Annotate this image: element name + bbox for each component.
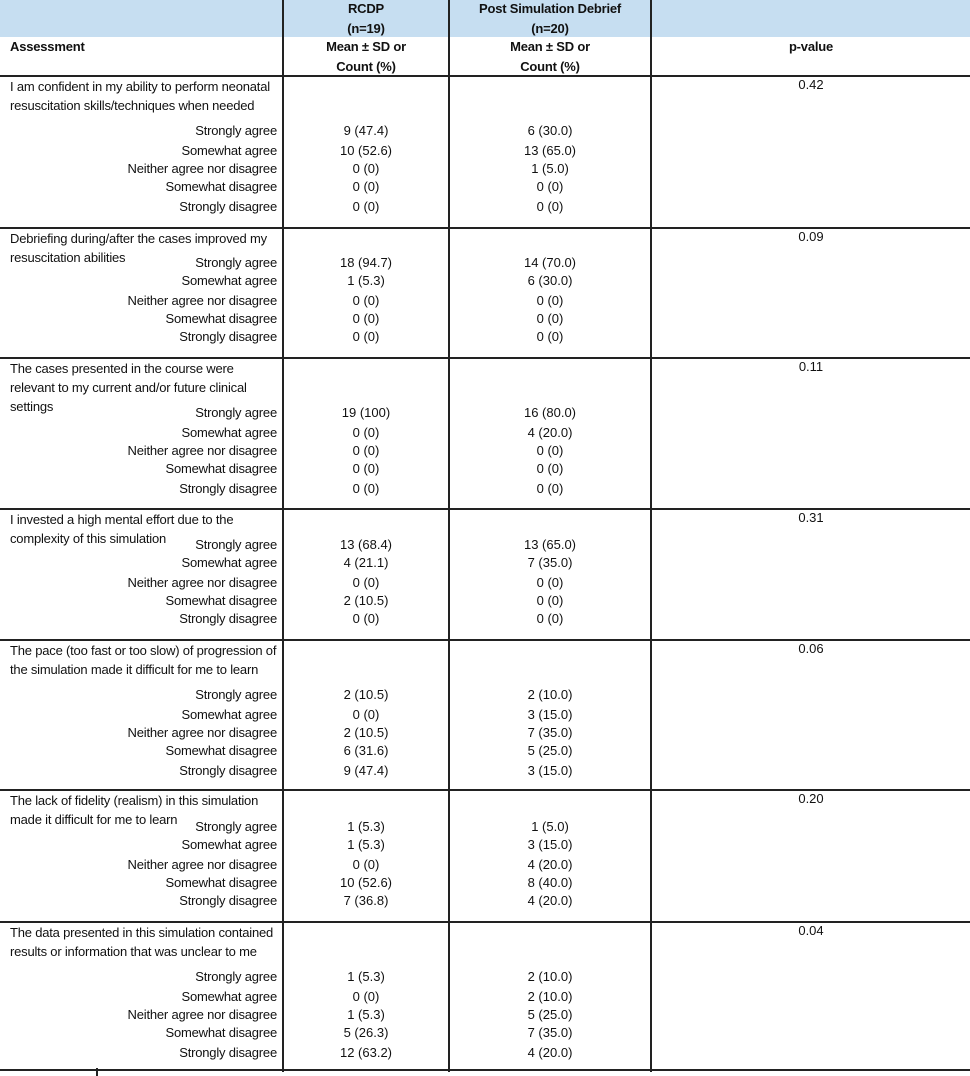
rcdp-value: 1 (5.3): [347, 273, 385, 288]
psd-value: 0 (0): [536, 199, 564, 214]
psd-value: 0 (0): [536, 329, 564, 344]
psd-stat-header-2: Count (%): [520, 59, 580, 74]
response-label: Strongly disagree: [179, 763, 277, 778]
rcdp-n: (n=19): [347, 21, 385, 36]
p-value: 0.06: [798, 641, 824, 656]
response-label: Somewhat disagree: [165, 179, 277, 194]
row-separator: [0, 1069, 970, 1071]
rcdp-value: 0 (0): [352, 575, 380, 590]
psd-value: 4 (20.0): [527, 893, 573, 908]
response-label: Neither agree nor disagree: [127, 725, 277, 740]
response-label: Strongly agree: [195, 687, 277, 702]
response-label: Strongly agree: [195, 969, 277, 984]
response-label: Somewhat disagree: [165, 875, 277, 890]
response-label: Neither agree nor disagree: [127, 443, 277, 458]
p-value: 0.20: [798, 791, 824, 806]
response-label: Somewhat agree: [181, 273, 277, 288]
psd-value: 0 (0): [536, 293, 564, 308]
question-text: The lack of fidelity (realism) in this simulation made it difficult for me to learn: [10, 793, 259, 827]
response-label: Strongly disagree: [179, 893, 277, 908]
rcdp-value: 5 (26.3): [343, 1025, 389, 1040]
psd-value: 0 (0): [536, 593, 564, 608]
rcdp-value: 18 (94.7): [339, 255, 393, 270]
response-label: Neither agree nor disagree: [127, 161, 277, 176]
rcdp-value: 9 (47.4): [343, 123, 389, 138]
psd-value: 4 (20.0): [527, 1045, 573, 1060]
assessment-header: Assessment: [10, 39, 85, 54]
rcdp-value: 0 (0): [352, 161, 380, 176]
response-label: Somewhat disagree: [165, 1025, 277, 1040]
rcdp-value: 2 (10.5): [343, 687, 389, 702]
pvalue-header: p-value: [788, 39, 834, 54]
response-label: Somewhat disagree: [165, 593, 277, 608]
response-label: Strongly agree: [195, 405, 277, 420]
response-label: Somewhat agree: [181, 555, 277, 570]
rcdp-value: 10 (52.6): [339, 143, 393, 158]
response-label: Strongly agree: [195, 819, 277, 834]
rcdp-value: 4 (21.1): [343, 555, 389, 570]
question-text: I am confident in my ability to perform neonatal resuscitation skills/techniques when needed: [10, 79, 270, 113]
rcdp-value: 19 (100): [341, 405, 391, 420]
response-label: Strongly disagree: [179, 1045, 277, 1060]
rcdp-value: 7 (36.8): [343, 893, 389, 908]
rcdp-header: RCDP: [347, 1, 385, 16]
column-divider: [650, 0, 652, 1072]
question-text: The cases presented in the course were relevant to my current and/or future clinical settings: [10, 361, 247, 414]
rcdp-value: 2 (10.5): [343, 725, 389, 740]
psd-header: Post Simulation Debrief: [478, 1, 622, 16]
psd-value: 13 (65.0): [523, 537, 577, 552]
psd-value: 1 (5.0): [531, 819, 569, 834]
psd-value: 5 (25.0): [527, 1007, 573, 1022]
rcdp-stat-header-2: Count (%): [336, 59, 396, 74]
psd-value: 6 (30.0): [527, 273, 573, 288]
p-value: 0.11: [798, 359, 824, 374]
question-text: The data presented in this simulation contained results or information that was unclear to me: [10, 925, 274, 959]
bottom-tick: [96, 1068, 98, 1076]
rcdp-value: 1 (5.3): [347, 837, 385, 852]
rcdp-value: 0 (0): [352, 443, 380, 458]
rcdp-stat-header-1: Mean ± SD or: [326, 39, 406, 54]
response-label: Strongly disagree: [179, 611, 277, 626]
response-label: Somewhat disagree: [165, 743, 277, 758]
psd-n: (n=20): [531, 21, 569, 36]
response-label: Strongly disagree: [179, 481, 277, 496]
response-label: Strongly agree: [195, 255, 277, 270]
psd-value: 0 (0): [536, 443, 564, 458]
psd-value: 8 (40.0): [527, 875, 573, 890]
psd-value: 13 (65.0): [523, 143, 577, 158]
rcdp-value: 0 (0): [352, 707, 380, 722]
psd-value: 0 (0): [536, 179, 564, 194]
response-label: Strongly disagree: [179, 199, 277, 214]
response-label: Somewhat agree: [181, 989, 277, 1004]
response-label: Neither agree nor disagree: [127, 857, 277, 872]
p-value: 0.09: [798, 229, 824, 244]
response-label: Somewhat agree: [181, 837, 277, 852]
rcdp-value: 0 (0): [352, 179, 380, 194]
psd-value: 0 (0): [536, 461, 564, 476]
psd-value: 2 (10.0): [527, 687, 573, 702]
rcdp-value: 1 (5.3): [347, 1007, 385, 1022]
rcdp-value: 12 (63.2): [339, 1045, 393, 1060]
psd-value: 0 (0): [536, 575, 564, 590]
response-label: Neither agree nor disagree: [127, 575, 277, 590]
response-label: Somewhat disagree: [165, 311, 277, 326]
psd-value: 7 (35.0): [527, 1025, 573, 1040]
rcdp-value: 0 (0): [352, 461, 380, 476]
p-value: 0.31: [798, 510, 824, 525]
response-label: Strongly agree: [195, 123, 277, 138]
rcdp-value: 1 (5.3): [347, 969, 385, 984]
psd-value: 7 (35.0): [527, 555, 573, 570]
response-label: Somewhat disagree: [165, 461, 277, 476]
psd-value: 7 (35.0): [527, 725, 573, 740]
psd-value: 16 (80.0): [523, 405, 577, 420]
rcdp-value: 0 (0): [352, 481, 380, 496]
psd-value: 6 (30.0): [527, 123, 573, 138]
response-label: Strongly disagree: [179, 329, 277, 344]
psd-value: 0 (0): [536, 311, 564, 326]
rcdp-value: 10 (52.6): [339, 875, 393, 890]
rcdp-value: 0 (0): [352, 199, 380, 214]
p-value: 0.42: [798, 77, 824, 92]
rcdp-value: 9 (47.4): [343, 763, 389, 778]
response-label: Neither agree nor disagree: [127, 293, 277, 308]
psd-value: 2 (10.0): [527, 989, 573, 1004]
psd-stat-header-1: Mean ± SD or: [510, 39, 590, 54]
question-text: I invested a high mental effort due to the complexity of this simulation: [10, 512, 234, 546]
psd-value: 5 (25.0): [527, 743, 573, 758]
response-label: Strongly agree: [195, 537, 277, 552]
psd-value: 0 (0): [536, 481, 564, 496]
rcdp-value: 0 (0): [352, 989, 380, 1004]
rcdp-value: 1 (5.3): [347, 819, 385, 834]
p-value: 0.04: [798, 923, 824, 938]
response-label: Somewhat agree: [181, 707, 277, 722]
psd-value: 3 (15.0): [527, 763, 573, 778]
rcdp-value: 6 (31.6): [343, 743, 389, 758]
psd-value: 14 (70.0): [523, 255, 577, 270]
response-label: Somewhat agree: [181, 143, 277, 158]
psd-value: 4 (20.0): [527, 425, 573, 440]
rcdp-value: 0 (0): [352, 311, 380, 326]
rcdp-value: 0 (0): [352, 857, 380, 872]
rcdp-value: 0 (0): [352, 611, 380, 626]
psd-value: 3 (15.0): [527, 707, 573, 722]
question-text: Debriefing during/after the cases improved my resuscitation abilities: [10, 231, 267, 265]
response-label: Somewhat agree: [181, 425, 277, 440]
rcdp-value: 2 (10.5): [343, 593, 389, 608]
question-text: The pace (too fast or too slow) of progression of the simulation made it difficult for me to learn: [10, 643, 277, 677]
psd-value: 4 (20.0): [527, 857, 573, 872]
rcdp-value: 13 (68.4): [339, 537, 393, 552]
psd-value: 3 (15.0): [527, 837, 573, 852]
psd-value: 2 (10.0): [527, 969, 573, 984]
rcdp-value: 0 (0): [352, 293, 380, 308]
rcdp-value: 0 (0): [352, 329, 380, 344]
psd-value: 0 (0): [536, 611, 564, 626]
response-label: Neither agree nor disagree: [127, 1007, 277, 1022]
rcdp-value: 0 (0): [352, 425, 380, 440]
psd-value: 1 (5.0): [531, 161, 569, 176]
